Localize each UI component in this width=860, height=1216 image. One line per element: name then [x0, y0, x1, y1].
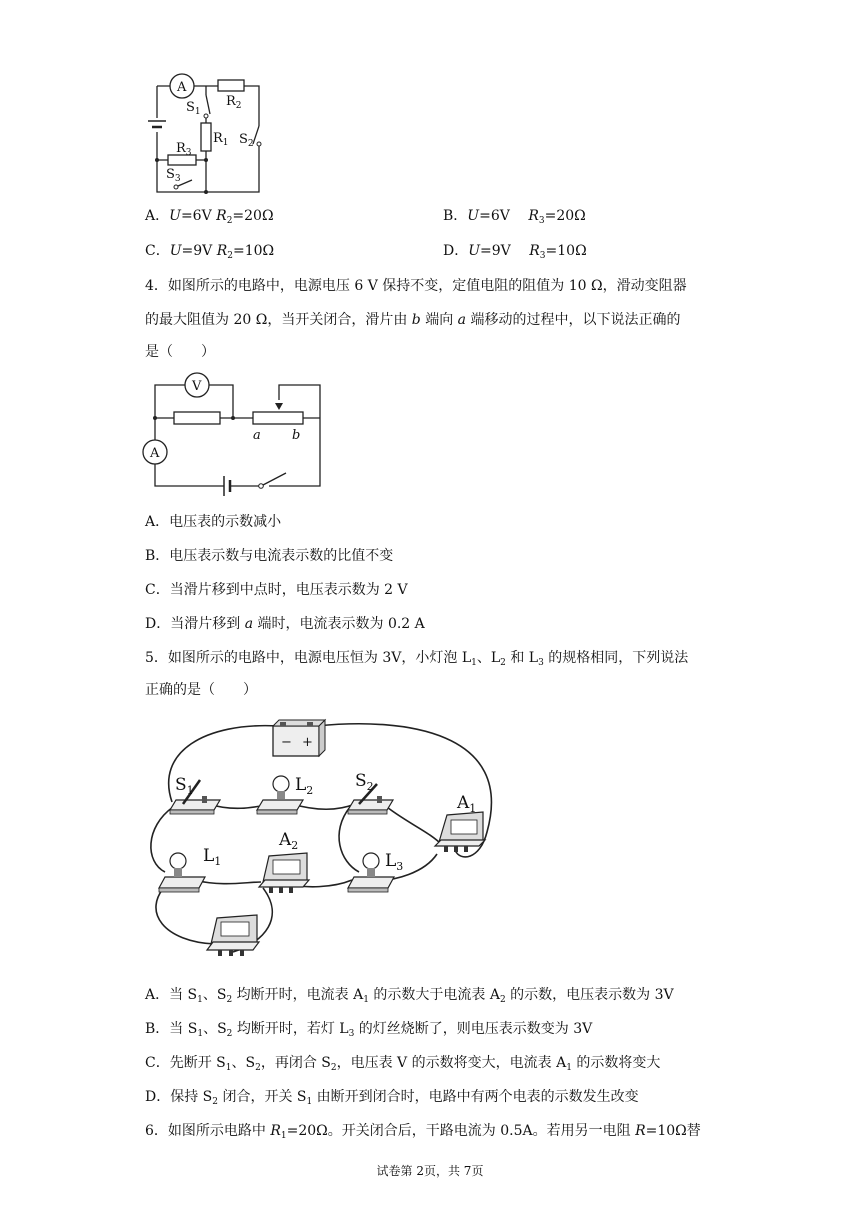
- text: 闭合，开关 S: [218, 1089, 307, 1105]
- subscript: 1: [566, 1063, 572, 1073]
- svg-text:S1: [186, 100, 201, 117]
- svg-text:A: [149, 446, 160, 461]
- q4-stem-line1: 4．如图所示的电路中，电源电压 6 V 保持不变，定值电阻的阻值为 10 Ω，滑动变阻器: [145, 278, 687, 294]
- q3-option-a: [145, 206, 274, 226]
- option-text: =9V: [181, 243, 217, 259]
- q3-circuit-diagram: [140, 68, 270, 196]
- svg-text:−: [281, 735, 292, 750]
- q5-option-d: [145, 1087, 639, 1107]
- subscript: 2: [226, 995, 233, 1005]
- q5-stem-line2: 正确的是（ ）: [145, 682, 257, 698]
- page-footer: 试卷第 2页，共 7页: [376, 1164, 484, 1178]
- text: C．先断开 S: [145, 1055, 226, 1071]
- option-text: =10Ω: [545, 243, 587, 259]
- option-text: =6V: [479, 208, 529, 224]
- q4-stem-line3: 是（ ）: [145, 344, 215, 360]
- q5-fig-a1: A: [457, 793, 470, 813]
- q4-fig-end-a: a: [253, 428, 261, 443]
- svg-text:R2: [226, 94, 242, 111]
- q4-option-c: C．当滑片移到中点时，电压表示数为 2 V: [145, 582, 408, 598]
- q5-option-c: [145, 1053, 660, 1073]
- subscript: 2: [499, 995, 506, 1005]
- svg-text:L2: [295, 775, 313, 797]
- svg-text:S1: [175, 775, 194, 797]
- svg-text:A1: [456, 793, 476, 815]
- q5-fig-s1-sub: 1: [186, 784, 194, 797]
- q4-fig-end-b: b: [292, 428, 301, 443]
- battery-box-icon: [273, 720, 325, 756]
- text: 和 L: [505, 650, 539, 666]
- text: 端移动的过程中，以下说法正确的: [466, 312, 681, 328]
- text: ，电压表 V 的示数将变大，电流表 A: [336, 1055, 567, 1071]
- q4-option-d: [145, 614, 425, 634]
- q3-fig-r3-sub: 3: [185, 148, 192, 158]
- q4-circuit-diagram: [140, 372, 330, 496]
- q5-fig-s2-sub: 2: [366, 780, 374, 793]
- text: 、S: [202, 987, 227, 1003]
- subscript: 2: [226, 216, 233, 226]
- q5-physical-circuit-illustration: [145, 712, 515, 968]
- q4-fig-voltmeter-label: V: [192, 379, 202, 394]
- svg-text:S3: [166, 167, 181, 184]
- q5-fig-l1-sub: 1: [214, 855, 222, 868]
- var-a: a: [244, 616, 254, 632]
- svg-text:R3: [176, 141, 192, 158]
- q5-stem-line1: [145, 648, 688, 668]
- svg-text:L1: [203, 846, 221, 868]
- battery-minus-label: −: [281, 735, 292, 750]
- q3-fig-s1-sub: 1: [194, 107, 201, 117]
- text: 端时，电流表示数为 0.2 A: [253, 616, 425, 632]
- text: 端向: [420, 312, 458, 328]
- subscript: 1: [280, 1131, 287, 1141]
- text: 的示数将变大: [571, 1055, 661, 1071]
- text: 6．如图所示电路中: [145, 1123, 271, 1139]
- svg-text:S2: [355, 771, 374, 793]
- text: 、S: [203, 1021, 227, 1037]
- q4-option-a: A．电压表的示数减小: [145, 514, 282, 530]
- battery-plus-label: +: [302, 735, 313, 750]
- subscript: 2: [500, 658, 506, 668]
- option-text: =20Ω: [544, 208, 586, 224]
- q3-fig-r1-sub: 1: [222, 138, 229, 148]
- q3-fig-s1: S: [186, 100, 195, 115]
- var-u: U: [467, 208, 480, 224]
- text: 均断开时，电流表 A: [232, 987, 364, 1003]
- text: ，再闭合 S: [260, 1055, 331, 1071]
- subscript: 2: [226, 1029, 233, 1039]
- svg-text:+: [302, 735, 313, 750]
- subscript: 1: [197, 1029, 204, 1039]
- q6-stem-line1: [145, 1121, 701, 1141]
- q5-fig-s2: S: [355, 771, 367, 791]
- q5-fig-l2-sub: 2: [306, 784, 314, 797]
- q5-fig-l3-sub: 3: [396, 860, 404, 873]
- q5-fig-l1: L: [203, 846, 215, 866]
- var-u: U: [468, 243, 481, 259]
- var-r: R: [529, 243, 540, 259]
- svg-text:a: [253, 428, 261, 443]
- subscript: 3: [539, 251, 546, 261]
- q5-fig-l2: L: [295, 775, 307, 795]
- subscript: 3: [538, 216, 545, 226]
- text: 均断开时，若灯 L: [232, 1021, 349, 1037]
- option-text: =20Ω: [232, 208, 274, 224]
- q5-fig-a1-sub: 1: [469, 802, 477, 815]
- text: 的示数，电压表示数为 3V: [505, 987, 674, 1003]
- text: 、L: [476, 650, 501, 666]
- q3-fig-r3: R: [176, 141, 186, 156]
- svg-text:L3: [385, 851, 403, 873]
- var-a: a: [457, 312, 467, 328]
- subscript: 1: [197, 995, 203, 1005]
- q4-stem-line2: [145, 310, 680, 330]
- option-letter: C．: [145, 243, 170, 259]
- q3-fig-s3-sub: 3: [174, 174, 181, 184]
- subscript: 3: [348, 1029, 355, 1039]
- ammeter-a2-icon: [259, 853, 309, 893]
- voltmeter-icon: [207, 915, 259, 956]
- subscript: 2: [227, 251, 234, 261]
- q5-fig-l3: L: [385, 851, 397, 871]
- q4-option-b: B．电压表示数与电流表示数的比值不变: [145, 548, 394, 564]
- q3-fig-r2: R: [226, 94, 236, 109]
- subscript: 1: [471, 658, 477, 668]
- text: A．当 S: [145, 987, 198, 1003]
- text: 5．如图所示的电路中，电源电压恒为 3V，小灯泡 L: [145, 650, 472, 666]
- subscript: 2: [255, 1063, 261, 1073]
- subscript: 1: [225, 1063, 232, 1073]
- var-r: R: [635, 1123, 646, 1139]
- text: 的最大阻值为 20 Ω，当开关闭合，滑片由: [145, 312, 412, 328]
- svg-text:b: [292, 428, 300, 443]
- q5-fig-a2-sub: 2: [291, 839, 299, 852]
- q3-fig-r2-sub: 2: [235, 101, 242, 111]
- svg-text:A2: [278, 830, 298, 852]
- var-b: b: [411, 312, 421, 328]
- option-letter: B．: [443, 208, 468, 224]
- q3-fig-s2-sub: 2: [247, 139, 254, 149]
- option-text: =6V: [180, 208, 217, 224]
- var-r: R: [216, 243, 228, 259]
- subscript: 1: [306, 1097, 313, 1107]
- q5-option-b: [145, 1019, 592, 1039]
- q3-option-d: [443, 241, 587, 261]
- text: 的示数大于电流表 A: [368, 987, 500, 1003]
- q4-fig-ammeter-label: A: [150, 446, 160, 461]
- text: 的灯丝烧断了，则电压表示数变为 3V: [354, 1021, 593, 1037]
- q3-fig-s2: S: [239, 132, 248, 147]
- svg-text:A: [176, 80, 187, 95]
- ammeter-a1-icon: [435, 812, 485, 852]
- text: D．保持 S: [145, 1089, 213, 1105]
- text: B．当 S: [145, 1021, 198, 1037]
- option-text: =10Ω: [233, 243, 275, 259]
- svg-text:R1: [213, 131, 229, 148]
- q5-option-a: [145, 985, 674, 1005]
- svg-text:V: [191, 379, 202, 394]
- q5-fig-s1: S: [175, 775, 187, 795]
- text: 由断开到闭合时，电路中有两个电表的示数发生改变: [312, 1089, 639, 1105]
- lamp-l1-icon: [159, 853, 205, 892]
- var-r: R: [216, 208, 227, 224]
- q3-option-c: [145, 241, 274, 261]
- text: =20Ω。开关闭合后，干路电流为 0.5A。若用另一电阻: [286, 1123, 636, 1139]
- subscript: 2: [330, 1063, 337, 1073]
- text: 的规格相同，下列说法: [543, 650, 689, 666]
- svg-text:S2: [239, 132, 254, 149]
- text: =10Ω替: [645, 1123, 701, 1139]
- option-letter: D．: [443, 243, 469, 259]
- q3-fig-s3: S: [166, 167, 175, 182]
- subscript: 1: [363, 995, 369, 1005]
- q3-fig-ammeter-label: A: [177, 80, 187, 95]
- q5-fig-a2: A: [279, 830, 292, 850]
- q3-fig-r1: R: [213, 131, 223, 146]
- var-u: U: [169, 243, 182, 259]
- var-r: R: [528, 208, 539, 224]
- var-u: U: [169, 208, 181, 224]
- option-letter: A．: [145, 208, 170, 224]
- text: 、S: [231, 1055, 256, 1071]
- text: D．当滑片移到: [145, 616, 245, 632]
- option-text: =9V: [480, 243, 530, 259]
- q3-option-b: [443, 206, 586, 226]
- subscript: 2: [212, 1097, 218, 1107]
- var-r: R: [270, 1123, 281, 1139]
- subscript: 3: [538, 658, 544, 668]
